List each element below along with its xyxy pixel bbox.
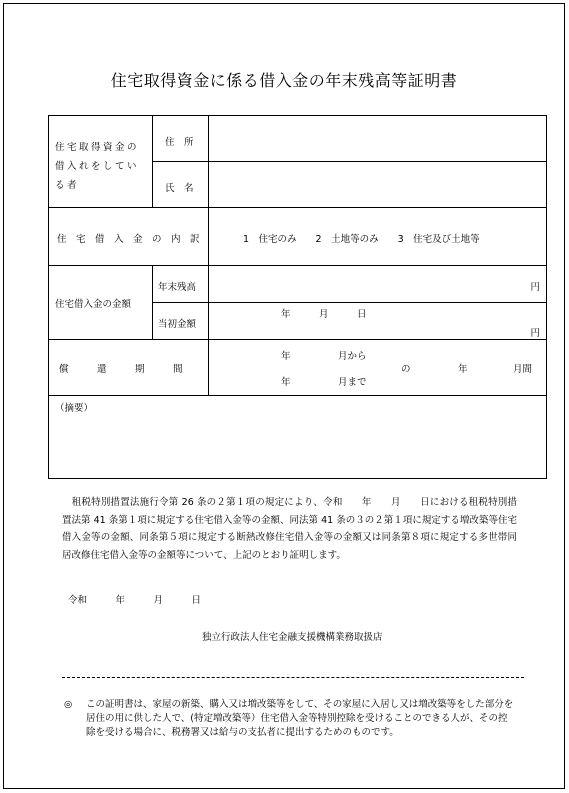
- repayment-period-value-cell[interactable]: [209, 340, 546, 396]
- year-end-balance-value-cell[interactable]: [209, 266, 546, 303]
- name-value-cell[interactable]: [209, 162, 546, 208]
- issue-date: 令和 年 月 日: [68, 595, 202, 606]
- issuer-name: 独立行政法人住宅金融支援機構業務取扱店: [202, 632, 383, 643]
- yen-unit: 円: [530, 328, 540, 339]
- period-years: 年: [458, 364, 468, 375]
- initial-amount-label-cell: [153, 303, 209, 340]
- initial-amount-value-cell[interactable]: [209, 303, 546, 340]
- certificate-table: [48, 115, 547, 479]
- address-value-cell[interactable]: [209, 116, 546, 162]
- borrower-label: 住宅取得資金の借入れをしている者: [55, 142, 140, 191]
- initial-amount-label: 当初金額: [158, 319, 197, 330]
- period-to: 年 月まで: [281, 377, 367, 388]
- remarks-cell[interactable]: [49, 396, 546, 478]
- initial-amount-date: 年 月 日: [281, 309, 367, 320]
- loan-detail-options: 1 住宅のみ 2 土地等のみ 3 住宅及び土地等: [243, 234, 480, 245]
- year-end-balance-label: 年末残高: [158, 282, 197, 293]
- name-label-cell: [153, 162, 209, 208]
- period-months: 月間: [513, 364, 533, 375]
- name-label: 氏 名: [165, 183, 194, 194]
- address-label: 住 所: [165, 137, 194, 148]
- repayment-period-label-cell: [49, 340, 209, 396]
- loan-detail-label-cell: [49, 208, 209, 266]
- loan-amount-label: 住宅借入金の金額: [55, 299, 132, 310]
- note-block: [64, 698, 514, 740]
- page-title: 住宅取得資金に係る借入金の年末残高等証明書: [110, 71, 458, 90]
- note-mark-icon: ◎: [64, 699, 73, 710]
- loan-amount-label-cell: [49, 266, 153, 340]
- loan-detail-value-cell: [209, 208, 546, 266]
- divider-line: [62, 677, 524, 678]
- yen-unit: 円: [530, 282, 540, 293]
- period-from: 年 月から: [281, 351, 367, 362]
- repayment-period-label: 償 還 期 間: [59, 364, 183, 375]
- borrower-label-cell: [49, 116, 153, 208]
- loan-detail-label: 住 宅 借 入 金 の 内 訳: [57, 234, 200, 245]
- address-label-cell: [153, 116, 209, 162]
- certification-paragraph: 租税特別措置法施行令第 26 条の２第１項の規定により、令和 年 月 日における租税特別措置法第 41 条第１項に規定する住宅借入金等の金額、同法第 41 条の３の２第１項に規定する増改築等住宅借入金等の金額、同条第５項に規定する断熱改修住宅借入金等の金額又は同条第８項に規定する多世帯同居改修住宅借入金等の金額等について、上記のとおり証明します。: [62, 497, 517, 561]
- remarks-label: （摘要）: [55, 403, 94, 414]
- year-end-balance-label-cell: [153, 266, 209, 303]
- note-text: この証明書は、家屋の新築、購入又は増改築等をして、その家屋に入居し又は増改築等をした部分を居住の用に供した人で、(特定増改築等）住宅借入金等特別控除を受けることのできる人が、その控除を受ける場合に、税務署又は給与の支払者に提出するためのものです。: [86, 699, 514, 738]
- period-no: の: [401, 364, 411, 375]
- certificate-page: [3, 3, 565, 789]
